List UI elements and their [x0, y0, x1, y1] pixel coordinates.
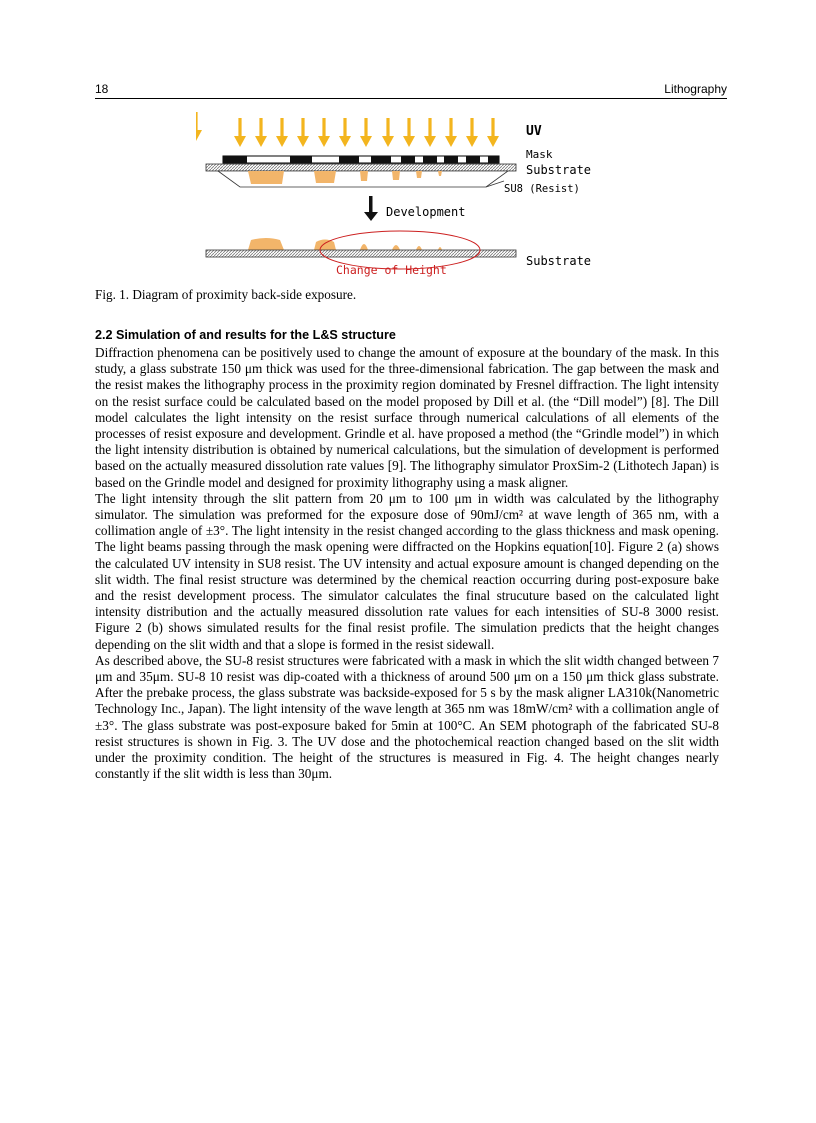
body-text: [95, 345, 719, 782]
substrate-top: [206, 164, 516, 171]
development-label: Development: [386, 205, 466, 219]
development-arrow: [364, 196, 378, 221]
mask-layer: [223, 156, 499, 163]
figure-1-diagram: [196, 112, 616, 282]
uv-arrows: [196, 112, 499, 147]
header-rule: [95, 98, 727, 99]
paragraph: The light intensity through the slit pattern from 20 μm to 100 μm in width was calculated by the lithography simulator. The simulation was preformed for the exposure dose of 90mJ/cm² at wave length of 365 nm, with a collimation angle of ±3°. The light intensity in the resist changed according to the glass thickness and mask opening. The light beams passing through the mask opening were diffracted on the Hopkins equation[10]. Figure 2 (a) shows the calculated UV intensity in SU8 resist. The UV intensity and actual exposure amount is changed depending on the slit width. The final resist structure was determined by the chemical reaction occurring during post-exposure bake and the resist development process. The simulator calculates the final strucuture based on the calculated light intensity distribution and the actually measured dissolution rate values for each intensities of SU-8 3000 resist. Figure 2 (b) shows simulated results for the final resist profile. The simulation predicts that the height changes depending on the slit width and that a slope is formed in the resist sidewall.: [95, 490, 719, 652]
page-number: 18: [95, 82, 109, 96]
developed-structures: [248, 238, 442, 250]
resist-label: SU8 (Resist): [504, 183, 580, 195]
section-heading: 2.2 Simulation of and results for the L&S structure: [95, 328, 396, 342]
substrate-bottom: [206, 250, 516, 257]
paragraph: As described above, the SU-8 resist structures were fabricated with a mask in which the slit width changed between 7 μm and 35μm. SU-8 10 resist was dip-coated with a thickness of around 500 μm on a 150 μm thick glass substrate. After the prebake process, the glass substrate was backside-exposed for 5 s by the mask aligner LA310k(Nanometric Technology Inc., Japan). The light intensity of the wave length at 365 nm was 18mW/cm² with a collimation angle of ±3°. The glass substrate was post-exposure baked for 5min at 100°C. An SEM photograph of the fabricated SU-8 resist structures is shown in Fig. 3. The UV dose and the photochemical reaction changed based on the slit width under the proximity condition. The height of the structures is measured in Fig. 4. The height changes nearly constantly if the slit width is less than 30μm.: [95, 652, 719, 782]
figure-caption: Fig. 1. Diagram of proximity back-side exposure.: [95, 287, 357, 302]
paragraph: Diffraction phenomena can be positively used to change the amount of exposure at the boundary of the mask. In this study, a glass substrate 150 μm thick was used for the three-dimensional fabrication. The gap between the mask and the resist makes the lithography process in the proximity region dominated by Fresnel diffraction. The light intensity on the resist surface could be calculated based on the model proposed by Dill et al. (the “Dill model”) [8]. The Dill model calculates the light intensity on the resist surface through numerical calculations of all elements of the processes of resist exposure and development. Grindle et al. have proposed a method (the “Grindle model”) in which the light intensity distribution is obtained by numerical calculations, but the simulation of development is performed based on the actually measured dissolution rate values [9]. The lithography simulator ProxSim-2 (Lithotech Japan) is based on the Grindle model and designed for proximity lithography using a mask aligner.: [95, 345, 719, 490]
change-of-height-label: Change of Height: [336, 263, 447, 277]
page-header: [95, 82, 727, 98]
substrate-top-label: Substrate: [526, 163, 592, 177]
running-title: Lithography: [664, 82, 727, 96]
mask-label: Mask: [526, 148, 553, 161]
uv-label: UV: [526, 124, 542, 139]
substrate-bottom-label: Substrate: [526, 254, 592, 268]
